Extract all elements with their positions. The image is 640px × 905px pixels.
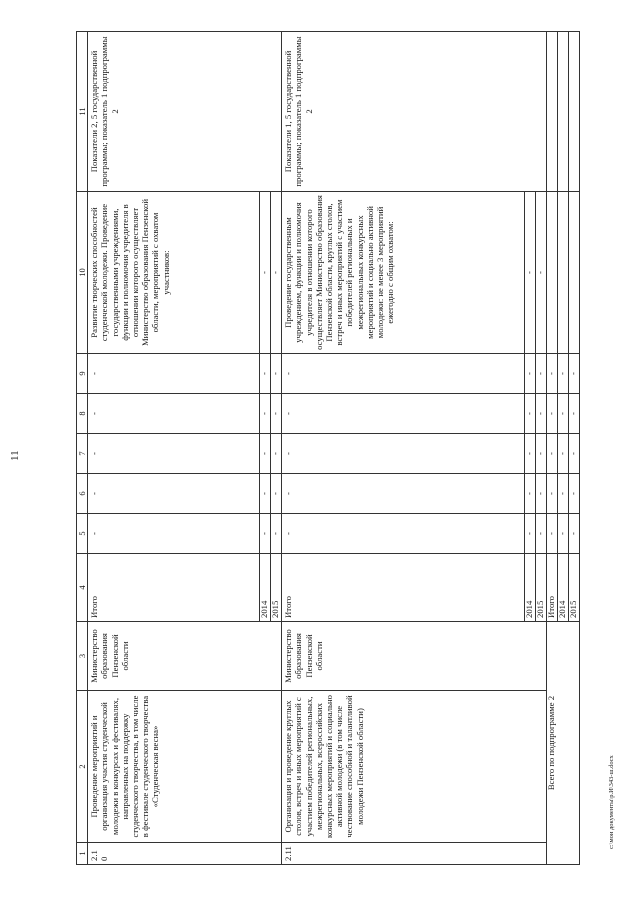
year-label: 2015: [569, 554, 580, 622]
value-cell: -: [569, 514, 580, 554]
footer-file-path: c:\мои документы\р.И\343-ш.docx: [608, 755, 615, 849]
value-cell: -: [88, 354, 260, 394]
value-cell: -: [547, 474, 558, 514]
indicator: Показатели 2, 5 государственной программы; показатель 1 подпрограммы 2: [88, 32, 282, 192]
value-cell: -: [260, 474, 271, 514]
value-cell: -: [569, 394, 580, 434]
header-cell: 1: [77, 843, 88, 865]
year-label: 2015: [536, 554, 547, 622]
value-cell: -: [282, 394, 525, 434]
value-cell: -: [547, 434, 558, 474]
value-cell: -: [569, 434, 580, 474]
value-cell: -: [282, 514, 525, 554]
value-cell: -: [547, 354, 558, 394]
header-cell: 8: [77, 394, 88, 434]
table-row: [282, 32, 525, 865]
value-cell: -: [558, 354, 569, 394]
value-cell: -: [558, 434, 569, 474]
value-cell: -: [88, 474, 260, 514]
empty-cell: [558, 32, 569, 192]
header-cell: 11: [77, 32, 88, 192]
event-description: Проведение мероприятий и организация участия студенческой молодежи в конкурсах и фестивалях, направленных на поддержку студенческого творчества, в том числе в фестивале студенческого творчества «Студенческая весна»: [88, 691, 282, 843]
year-result: -: [260, 192, 271, 354]
value-cell: -: [271, 514, 282, 554]
value-cell: -: [282, 434, 525, 474]
header-cell: 10: [77, 192, 88, 354]
header-cell: 6: [77, 474, 88, 514]
value-cell: -: [260, 434, 271, 474]
row-number: 2.10: [88, 843, 282, 865]
row-number: 2.11: [282, 843, 547, 865]
value-cell: -: [536, 354, 547, 394]
value-cell: -: [260, 394, 271, 434]
header-row: [77, 32, 88, 865]
executor: Министерство образования Пензенской области: [88, 622, 282, 691]
value-cell: -: [88, 394, 260, 434]
value-cell: -: [525, 434, 536, 474]
value-cell: -: [282, 354, 525, 394]
value-cell: -: [536, 474, 547, 514]
table-row: [88, 32, 260, 865]
value-cell: -: [282, 474, 525, 514]
expected-result: Проведение государственным учреждением, функции и полномочия учредителя в отношении которого осуществляет Министерство образования Пензенской области, круглых столов, встреч и иных мероприятий с участием победителей региональных и межрегиональных конкурсных мероприятий и социально активной молодежи: не менее 3 мероприятий ежегодно с общим охватом:: [282, 192, 525, 354]
value-cell: -: [260, 354, 271, 394]
total-label: Итого: [88, 554, 260, 622]
value-cell: -: [536, 434, 547, 474]
total-label: Итого: [282, 554, 525, 622]
year-result: -: [271, 192, 282, 354]
expected-result: Развитие творческих способностей студенческой молодежи. Проведение государственными учреждениями, функции и полномочия учредителя в отношении которого осуществляет Министерство образования Пензенской области, мероприятий с охватом участников:: [88, 192, 260, 354]
program-table: [76, 31, 580, 865]
value-cell: -: [271, 474, 282, 514]
summary-row: [547, 32, 558, 865]
header-cell: 2: [77, 691, 88, 843]
value-cell: -: [536, 514, 547, 554]
year-label: 2015: [271, 554, 282, 622]
value-cell: -: [558, 394, 569, 434]
value-cell: -: [525, 354, 536, 394]
year-result: -: [525, 192, 536, 354]
header-cell: 5: [77, 514, 88, 554]
value-cell: -: [525, 514, 536, 554]
value-cell: -: [260, 514, 271, 554]
empty-cell: [569, 192, 580, 354]
value-cell: -: [547, 394, 558, 434]
value-cell: -: [558, 514, 569, 554]
empty-cell: [569, 32, 580, 192]
value-cell: -: [558, 474, 569, 514]
value-cell: -: [271, 434, 282, 474]
header-cell: 4: [77, 554, 88, 622]
indicator: Показатели 1, 5 государственной программы; показатель 1 подпрограммы 2: [282, 32, 547, 192]
page-number: 11: [9, 450, 21, 461]
header-cell: 3: [77, 622, 88, 691]
value-cell: -: [547, 514, 558, 554]
value-cell: -: [88, 514, 260, 554]
value-cell: -: [88, 434, 260, 474]
value-cell: -: [525, 474, 536, 514]
year-label: 2014: [525, 554, 536, 622]
year-label: 2014: [260, 554, 271, 622]
empty-cell: [547, 32, 558, 192]
header-cell: 7: [77, 434, 88, 474]
value-cell: -: [569, 474, 580, 514]
year-label: 2014: [558, 554, 569, 622]
summary-label: Всего по подпрограмме 2: [547, 622, 580, 865]
value-cell: -: [569, 354, 580, 394]
empty-cell: [547, 192, 558, 354]
value-cell: -: [536, 394, 547, 434]
event-description: Организация и проведение круглых столов, встреч и иных мероприятий с участием победителей региональных, межрегиональных, всероссийских конкурсных мероприятий и социально активной молодежи (в том числе чествование способной и талантливой молодежи Пензенской области): [282, 691, 547, 843]
year-result: -: [536, 192, 547, 354]
total-label: Итого: [547, 554, 558, 622]
value-cell: -: [271, 394, 282, 434]
executor: Министерство образования Пензенской области: [282, 622, 547, 691]
header-cell: 9: [77, 354, 88, 394]
empty-cell: [558, 192, 569, 354]
value-cell: -: [525, 394, 536, 434]
value-cell: -: [271, 354, 282, 394]
